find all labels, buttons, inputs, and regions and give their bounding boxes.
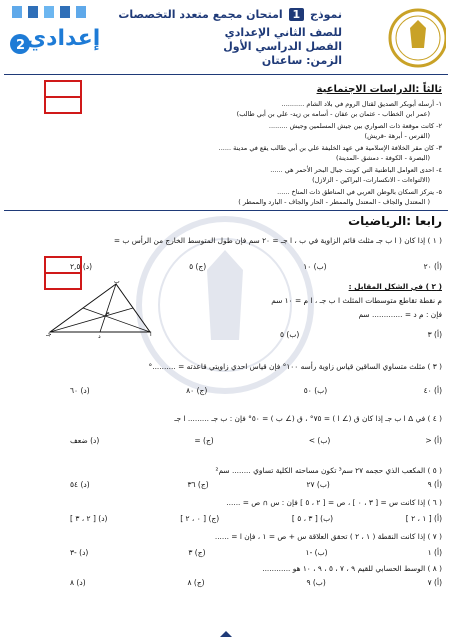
- math-q1: ( ١ ) إذا كان ( ا ب جـ مثلث قائم الزاوية في ب ، ا جـ = ٢٠ سم فإن طول المتوسط الخارج من الرأس ب =: [113, 236, 442, 245]
- option[interactable]: (ب) -١: [305, 548, 328, 557]
- option[interactable]: (أ) ٣: [427, 330, 442, 339]
- option[interactable]: (أ) ٤٠: [423, 386, 442, 395]
- option[interactable]: (أ) ٧: [427, 578, 442, 587]
- social-q2-options: (الفرس - أبرهة -قريش): [364, 132, 430, 140]
- social-q4: ٤- احدى العوامل الباطنية التي كونت جبال البحر الأحمر هي ......: [270, 166, 442, 174]
- social-q3-options: (البصرة - الكوفة - دمشق -المدينة): [336, 154, 430, 162]
- median-triangle-figure: [46, 278, 156, 338]
- social-q5-options: ( المعتدل والجاف - المعتدل والممطر - الحار والجاف - البارد والممطر ): [238, 198, 430, 206]
- social-q4-options: (الالتواءات - الانكسارات- البراكين - الزلازل): [312, 176, 430, 184]
- math-q2-line2: فإن : م د = ............. سم: [358, 310, 442, 319]
- math-q1-options: [70, 262, 442, 271]
- option[interactable]: (د) ضعف: [70, 436, 100, 445]
- math-q2-title: ( ٢ ) في الشكل المقابل :: [348, 282, 442, 291]
- option[interactable]: (ج) ٣٦: [187, 480, 209, 489]
- option[interactable]: (د) -٣: [70, 548, 89, 557]
- label-m: م: [106, 309, 110, 316]
- option[interactable]: (ب) ٥٠: [303, 386, 328, 395]
- option[interactable]: (ج) =: [194, 436, 214, 445]
- option[interactable]: (ج) ٥: [189, 262, 207, 271]
- option[interactable]: (ج) ٨: [187, 578, 205, 587]
- option[interactable]: (ب) ٩: [306, 578, 326, 587]
- math-q6-options: [70, 514, 442, 523]
- social-q5: ٥- يتركز السكان بالوطن العربي في المناطق ذات المناخ ......: [277, 188, 442, 196]
- math-q4-options: [70, 436, 442, 445]
- option[interactable]: (ج) [ ٠ ، ٢ ]: [180, 514, 220, 523]
- header-grade: للصف الثاني الإعدادي: [224, 26, 342, 39]
- math-q3: ( ٣ ) مثلث متساوي الساقين قياس زاوية رأسه ١٠٠° فإن قياس احدي زاويتي قاعدته = ..........°: [148, 362, 442, 371]
- math-q3-options: [70, 386, 442, 395]
- option[interactable]: (أ) ١: [427, 548, 442, 557]
- option[interactable]: (د) ٥٤: [70, 480, 90, 489]
- option[interactable]: (ب) >: [308, 436, 331, 445]
- header-line1: نموذج 1 امتحان مجمع متعدد التخصصات: [118, 8, 342, 21]
- social-q3: ٣- كان مقر الخلافة الإسلامية في عهد الخليفة علي بن أبي طالب يقع في مدينة ......: [218, 144, 442, 152]
- math-q2-line1: م نقطة تقاطع متوسطات المثلث ا ب جـ ، ا م = ١٠ سم: [271, 296, 442, 305]
- brand-number: 2: [16, 38, 26, 53]
- option[interactable]: (د) [ ٢ ، ٣ ]: [70, 514, 108, 523]
- brand-text: إعدادي: [26, 26, 101, 51]
- option[interactable]: (ب) ٢٧: [306, 480, 330, 489]
- math-q7-options: [70, 548, 442, 557]
- math-q8: ( ٨ ) الوسط الحسابي للقيم ٩ ، ٧ ، ٥ ، ٩ ، ١٠ هو ............: [262, 564, 442, 573]
- option[interactable]: (أ) <: [425, 436, 442, 445]
- math-q5: ( ٥ ) المكعب الذي حجمه ٢٧ سم³ تكون مساحته الكلية تساوي ........ سم²: [215, 466, 442, 475]
- math-title: رابعا :الرياضيات: [348, 214, 442, 228]
- social-score-box[interactable]: [44, 80, 82, 114]
- social-q2: ٢- كانت موقعة ذات الصواري بين جيش المسلمين وجيش .........: [268, 122, 442, 130]
- option[interactable]: (د) ٨: [70, 578, 86, 587]
- math-q7: ( ٧ ) إذا كانت النقطة ( ١ ، ٢ ) تحقق العلاقة س + ص = ١ ، فإن ا = ......: [214, 532, 442, 541]
- math-q4: ( ٤ ) في Δ ا ب جـ إذا كان ق (∠ ا ) = ٧٥° ، ق (∠ ب ) = ٥٠° فإن : ب جـ ......... ا جـ: [174, 414, 442, 423]
- ministry-watermark: [135, 200, 315, 410]
- option[interactable]: (ب) ١٠: [303, 262, 327, 271]
- option[interactable]: (ج) ٣: [188, 548, 206, 557]
- option[interactable]: (د) ٢,٥: [70, 262, 93, 271]
- option[interactable]: (أ) ٩: [427, 480, 442, 489]
- social-q1-options: (عمر ابن الخطاب - عثمان بن عفان - أسامه بن زيد- علي بن أبي طالب): [236, 110, 430, 118]
- footer-emblem-icon: [218, 630, 234, 638]
- math-q6: ( ٦ ) إذا كانت س = [ ٣ ، ٠ ] ، ص = [ ٢ ، ٥ ] فإن : س ∩ ص = ......: [226, 498, 442, 507]
- header-term: الفصل الدراسي الأول: [223, 40, 342, 53]
- option[interactable]: (أ) [ ١ ، ٢ ]: [405, 514, 442, 523]
- label-jeem: جـ: [46, 331, 52, 338]
- option[interactable]: (ب) ٥: [280, 330, 300, 339]
- social-q1: ١- أرسله أبوبكر الصديق لقتال الروم في بلاد الشام ...........: [281, 100, 442, 108]
- label-d: د: [98, 333, 101, 338]
- header-time: الزمن: ساعتان: [261, 54, 342, 67]
- ministry-logo: [346, 4, 446, 74]
- math-q5-options: [70, 480, 442, 489]
- option[interactable]: (ج) ٨٠: [186, 386, 208, 395]
- social-title: ثالثاً :الدراسات الاجتماعية: [316, 84, 442, 95]
- header-divider: [4, 74, 448, 75]
- label-a: ا: [150, 331, 152, 338]
- math-q8-options: [70, 578, 442, 587]
- option[interactable]: (ب) [ ٣ ، ٥ ]: [291, 514, 334, 523]
- option[interactable]: (أ) ٢٠: [423, 262, 442, 271]
- option[interactable]: (د) ٦٠: [70, 386, 90, 395]
- math-q2-options: [280, 330, 442, 339]
- label-b: ب: [114, 278, 120, 285]
